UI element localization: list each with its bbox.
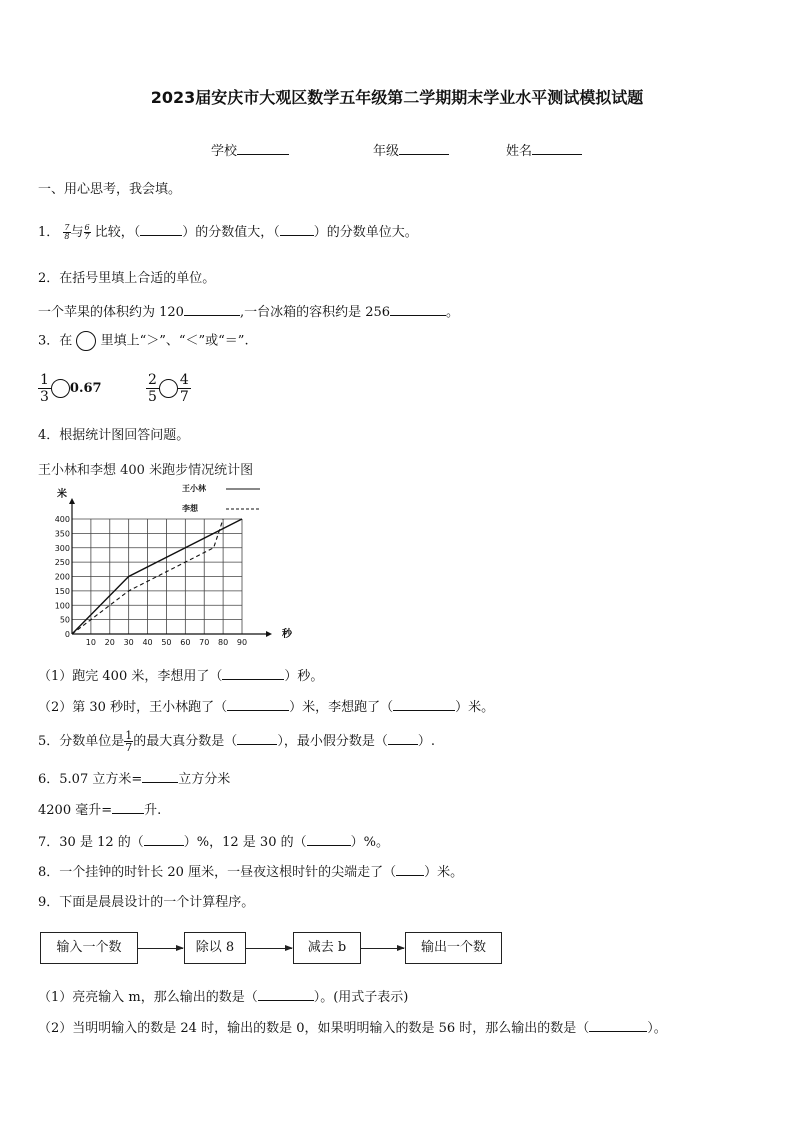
name-field [506,143,582,158]
question-4-2 [38,699,494,714]
question-text: ）米。 [455,700,495,715]
y-tick-label: 50 [59,615,70,625]
question-number: 6． [38,772,60,787]
question-9-1 [38,989,408,1004]
school-field [211,143,289,158]
answer-blank[interactable] [144,834,184,846]
answer-blank[interactable] [393,699,455,711]
name-label: 姓名 [506,144,533,159]
question-8 [38,864,463,879]
flow-box-subtract: 减去 b [293,932,361,964]
x-tick-label: 10 [85,638,96,647]
arrow-right-icon [137,948,183,949]
answer-blank[interactable] [390,304,446,316]
question-text: 一个挂钟的时针长 20 厘米，一昼夜这根时针的尖端走了（ [59,865,397,880]
flow-box-input: 输入一个数 [40,932,138,964]
question-text: ）。 [647,1021,667,1036]
question-text: 比较，（ [90,225,141,240]
question-text: 4200 毫升= [38,803,113,818]
y-tick-label: 350 [54,529,70,539]
answer-blank[interactable] [184,304,240,316]
question-text: 的最大真分数是（ [133,734,238,749]
y-tick-label: 250 [54,558,70,568]
question-number: 1． [38,225,60,240]
question-text: ）米。 [424,865,464,880]
question-text: ）%。 [350,835,389,850]
question-text: 里填上“＞”、“＜”或“＝”. [100,333,249,349]
question-text: ）. [417,734,435,749]
y-tick-label: 100 [54,601,70,611]
compare-1 [38,370,102,408]
question-9-2 [38,1020,667,1035]
legend-label: 李想 [182,504,198,513]
y-tick-label: 300 [54,543,70,553]
question-number: 8． [38,865,60,880]
question-text: 立方分米 [178,772,231,787]
answer-blank[interactable] [142,771,178,783]
flow-box-divide: 除以 8 [184,932,246,964]
grade-label: 年级 [373,144,400,159]
question-text: ）的分数单位大。 [313,225,418,240]
question-text: （1）跑完 400 米，李想用了（ [38,669,223,684]
question-text: （1）亮亮输入 m，那么输出的数是（ [38,990,258,1005]
answer-blank[interactable] [307,834,351,846]
answer-blank[interactable] [396,864,424,876]
question-number: 4． [38,428,60,443]
answer-blank[interactable] [140,224,182,236]
question-number: 5． [38,734,60,749]
question-text: （2）第 30 秒时，王小林跑了（ [38,700,228,715]
question-text: 一个苹果的体积约为 120 [38,305,184,320]
arrow-right-icon [245,948,292,949]
fraction: $\frac{4}{7}$ [179,372,189,405]
answer-blank[interactable] [280,224,314,236]
fraction: $\frac{7}{8}$ [64,223,70,241]
x-tick-label: 20 [104,638,115,647]
answer-blank[interactable] [388,733,418,745]
school-label: 学校 [211,144,238,159]
compare-value: 0.67 [69,381,102,396]
question-text: 下面是晨晨设计的一个计算程序。 [59,895,255,910]
arrow-right-icon [360,948,404,949]
x-tick-label: 60 [180,638,191,647]
y-axis-label: 米 [57,489,67,500]
question-number: 7． [38,835,60,850]
x-tick-label: 80 [218,638,229,647]
question-6 [38,771,230,786]
x-tick-label: 70 [199,638,210,647]
compare-2 [146,370,191,408]
answer-blank[interactable] [237,733,277,745]
chart-title: 王小林和李想 400 米跑步情况统计图 [38,463,254,478]
section-heading: 一、用心思考，我会填。 [38,182,182,197]
question-text: ）米，李想跑了（ [289,700,394,715]
question-text: ）%，12 是 30 的（ [183,835,307,850]
line-chart [28,456,318,648]
answer-blank[interactable] [222,668,284,680]
question-text: 根据统计图回答问题。 [59,428,190,443]
question-9 [38,896,254,909]
y-tick-label: 400 [54,515,70,524]
page-title: 2023届安庆市大观区数学五年级第二学期期末学业水平测试模拟试题 [150,88,644,107]
x-tick-label: 30 [123,638,134,647]
x-tick-label: 90 [236,638,248,647]
y-tick-label: 0 [64,630,70,639]
question-text: 与 [70,225,84,240]
question-text: 升. [144,803,162,818]
grade-field [373,143,449,158]
fraction: $\frac{2}{5}$ [148,372,157,405]
y-axis-arrow-icon [69,498,75,504]
answer-blank[interactable] [589,1020,647,1032]
answer-blank[interactable] [258,989,314,1001]
question-text: 在 [59,333,73,349]
answer-blank[interactable] [227,699,289,711]
fraction: $\frac{1}{7}$ [125,729,133,754]
x-axis-label: 秒 [282,629,292,640]
question-text: ），最小假分数是（ [277,734,388,749]
question-text: 分数单位是 [59,734,125,749]
x-axis-arrow-icon [266,631,272,637]
question-text: ）的分数值大，（ [182,225,280,240]
question-5 [38,724,435,760]
question-text: 。 [446,305,460,320]
x-tick-label: 50 [161,638,172,647]
question-text: ）。(用式子表示) [313,990,409,1005]
question-4-1 [38,668,323,683]
fraction: $\frac{6}{7}$ [84,223,90,241]
question-7 [38,834,389,849]
x-tick-label: 40 [142,638,153,647]
question-number: 9． [38,895,60,910]
question-2 [38,272,215,285]
answer-blank[interactable] [112,802,144,814]
question-1 [38,224,418,241]
compare-circle[interactable] [159,379,178,398]
question-number: 2． [38,271,60,286]
question-text: 30 是 12 的（ [59,835,144,850]
question-number: 3． [38,333,60,349]
flow-box-output: 输出一个数 [405,932,502,964]
compare-circle[interactable] [51,379,70,398]
legend-label: 王小林 [182,484,206,493]
question-text: 在括号里填上合适的单位。 [59,271,216,286]
y-tick-label: 200 [54,572,70,582]
question-text: 5.07 立方米= [59,772,143,787]
y-tick-label: 150 [54,586,70,596]
question-2-line [38,304,459,319]
question-text: ）秒。 [284,669,324,684]
fraction: $\frac{1}{3}$ [40,372,49,405]
question-6-line [38,802,161,817]
question-3 [38,331,249,352]
question-4 [38,429,189,442]
circle-icon [76,331,96,351]
question-text: （2）当明明输入的数是 24 时，输出的数是 0，如果明明输入的数是 56 时，那么输出的数是（ [38,1021,590,1036]
question-text: ,一台冰箱的容积约是 256 [239,305,391,320]
